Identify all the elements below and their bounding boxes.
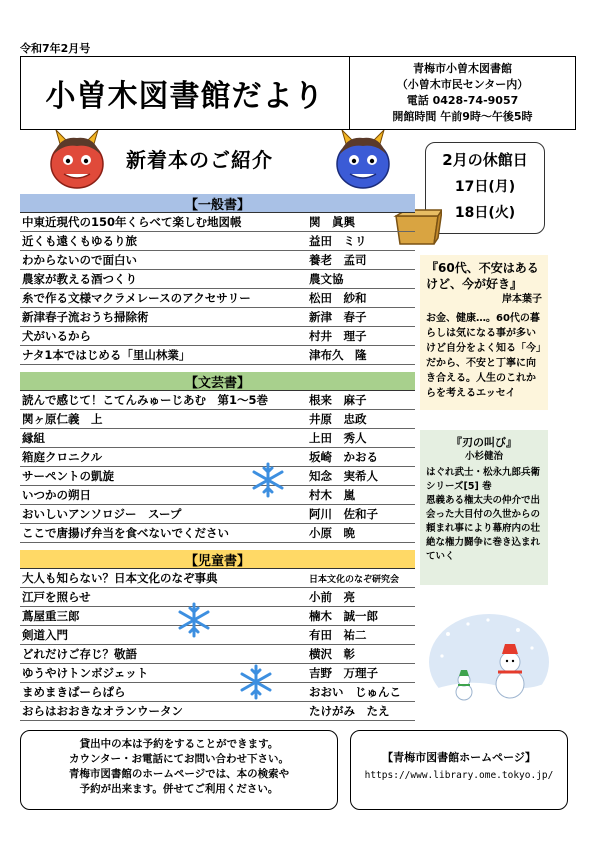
- library-name: 青梅市小曽木図書館: [413, 62, 512, 75]
- featured-book-2-description: 恩義ある権太夫の仲介で出会った大目付の久世からの頼まれ事により幕府内の壮絶な権力闘争に巻き込まれていく: [426, 495, 541, 562]
- book-row: [20, 683, 415, 702]
- book-title: おいしいアンソロジー スープ: [22, 507, 182, 521]
- featured-book-2-title: 『刃の叫び』: [451, 436, 517, 449]
- book-title: 江戸を照らせ: [22, 590, 91, 604]
- literature-section-header: 【文芸書】: [20, 372, 415, 391]
- book-title: 蔦屋重三郎: [22, 609, 80, 623]
- book-title: おらはおおきなオランウータン: [22, 704, 183, 718]
- book-author: 農文協: [309, 272, 344, 286]
- book-title: 近くも遠くもゆるり旅: [22, 234, 137, 248]
- featured-book-2: [420, 430, 548, 585]
- book-row: [20, 664, 415, 683]
- closed-day-2: 18日(火): [454, 205, 516, 221]
- featured-book-2-series: はぐれ武士・松永九郎兵衛シリーズ[5] 巻: [426, 467, 541, 492]
- homepage-box: [350, 730, 568, 810]
- notice-line-4: 予約が出来ます。併せてご利用ください。: [79, 783, 279, 795]
- book-author: 坂崎 かおる: [309, 450, 378, 464]
- book-author: 小前 亮: [309, 590, 355, 604]
- general-section-header: 【一般書】: [20, 194, 415, 213]
- children-book-list: [20, 569, 415, 721]
- book-row: [20, 645, 415, 664]
- book-title: 農家が教える酒つくり: [22, 272, 137, 286]
- book-author: 松田 紗和: [309, 291, 367, 305]
- section-heading: 新着本のご紹介: [126, 148, 273, 172]
- newsletter-title: 小曽木図書館だより: [20, 56, 350, 130]
- book-title: いつかの朔日: [22, 488, 91, 502]
- book-row: [20, 232, 415, 251]
- book-row: [20, 251, 415, 270]
- book-author: 新津 春子: [309, 310, 367, 324]
- book-row: [20, 505, 415, 524]
- book-title: 中東近現代の150年くらべて楽しむ地図帳: [22, 215, 242, 229]
- book-title: どれだけご存じ？敬語: [22, 647, 137, 661]
- book-author: 楠木 誠一郎: [309, 609, 378, 623]
- featured-book-1-title: 『60代、不安はあるけど、今が好き』: [426, 261, 539, 291]
- book-title: まめまきぱーらぱら: [22, 685, 126, 699]
- book-author: 養老 孟司: [309, 253, 367, 267]
- book-row: [20, 429, 415, 448]
- book-row: [20, 410, 415, 429]
- book-row: [20, 327, 415, 346]
- book-author: 阿川 佐和子: [309, 507, 378, 521]
- book-author: 有田 祐二: [309, 628, 367, 642]
- book-row: [20, 524, 415, 543]
- book-title: ここで唐揚げ弁当を食べないでください: [22, 526, 229, 540]
- children-section-header: 【児童書】: [20, 550, 415, 569]
- closed-day-1: 17日(月): [454, 179, 516, 195]
- snowflake-icon: [176, 602, 212, 638]
- library-location: （小曽木市民センター内）: [396, 78, 529, 91]
- book-title: 読んで感じて！こてんみゅーじあむ 第1～5巻: [22, 393, 269, 407]
- book-row: [20, 467, 415, 486]
- book-author: 日本文化のなぞ研究会: [309, 574, 400, 585]
- featured-book-1-author: 岸本葉子: [502, 294, 542, 305]
- library-info: [350, 56, 576, 130]
- book-author: 井原 忠政: [309, 412, 367, 426]
- book-row: [20, 289, 415, 308]
- book-author: 益田 ミリ: [309, 234, 367, 248]
- book-author: 村井 理子: [309, 329, 367, 343]
- closed-days-title: 2月の休館日: [442, 151, 528, 169]
- library-phone: 電話 0428-74-9057: [406, 94, 519, 107]
- featured-book-2-author: 小杉健治: [464, 451, 503, 462]
- notice-line-1: 貸出中の本は予約をすることができます。: [79, 738, 279, 750]
- book-title: 犬がいるから: [22, 329, 91, 343]
- literature-book-list: [20, 391, 415, 543]
- book-author: 関 眞興: [309, 215, 355, 229]
- snowman-illustration: [428, 612, 550, 712]
- book-author: 根来 麻子: [309, 393, 367, 407]
- book-author: 横沢 彰: [309, 647, 355, 661]
- book-row: [20, 626, 415, 645]
- book-title: 箱庭クロニクル: [22, 450, 103, 464]
- homepage-url[interactable]: https://www.library.ome.tokyo.jp/: [364, 770, 554, 781]
- book-author: 吉野 万理子: [309, 666, 378, 680]
- book-title: 糸で作る文様マクラメレースのアクセサリー: [22, 291, 251, 305]
- book-author: 津布久 隆: [309, 348, 367, 362]
- featured-book-1-description: お金、健康…。60代の暮らしは気になる事が多いけど自分をよく知る「今」だから、不安と丁寧に向き合える。人生のこれからを考えるエッセイ: [426, 313, 541, 399]
- book-author: おおい じゅんこ: [309, 685, 401, 699]
- closed-days-box: [425, 142, 545, 234]
- snowflake-icon: [238, 664, 274, 700]
- book-row: [20, 391, 415, 410]
- homepage-label: 【青梅市図書館ホームページ】: [382, 751, 536, 764]
- library-hours: 開館時間 午前9時～午後5時: [392, 110, 533, 123]
- book-row: [20, 213, 415, 232]
- book-row: [20, 486, 415, 505]
- book-title: わからないので面白い: [22, 253, 137, 267]
- book-row: [20, 270, 415, 289]
- book-row: [20, 448, 415, 467]
- book-author: 村木 嵐: [309, 488, 355, 502]
- book-row: [20, 346, 415, 365]
- issue-date: 令和7年2月号: [20, 42, 91, 55]
- book-row: [20, 569, 415, 588]
- book-title: 大人も知らない？日本文化のなぞ事典: [22, 571, 218, 585]
- notice-line-3: 青梅市図書館のホームページでは、本の検索や: [68, 768, 290, 780]
- book-author: たけがみ たえ: [309, 704, 390, 718]
- red-oni-icon: [46, 130, 108, 190]
- book-title: ゆうやけトンボジェット: [22, 666, 149, 680]
- book-row: [20, 702, 415, 721]
- book-author: 小原 晩: [309, 526, 355, 540]
- notice-line-2: カウンター・お電話にてお問い合わせ下さい。: [68, 753, 290, 765]
- book-title: 剣道入門: [22, 628, 68, 642]
- book-title: 新津春子流おうち掃除術: [22, 310, 149, 324]
- reservation-notice: [20, 730, 338, 810]
- book-author: 知念 実希人: [309, 469, 378, 483]
- book-row: [20, 588, 415, 607]
- snowflake-icon: [250, 462, 286, 498]
- blue-oni-icon: [332, 130, 394, 190]
- book-row: [20, 308, 415, 327]
- book-title: サーペントの凱旋: [22, 469, 114, 483]
- book-author: 上田 秀人: [309, 431, 367, 445]
- book-title: 縁組: [22, 431, 45, 445]
- book-title: 関ヶ原仁義 上: [22, 412, 103, 426]
- book-row: [20, 607, 415, 626]
- book-title: ナタ1本ではじめる「里山林業」: [22, 348, 191, 362]
- featured-book-1: [420, 255, 548, 410]
- general-book-list: [20, 213, 415, 365]
